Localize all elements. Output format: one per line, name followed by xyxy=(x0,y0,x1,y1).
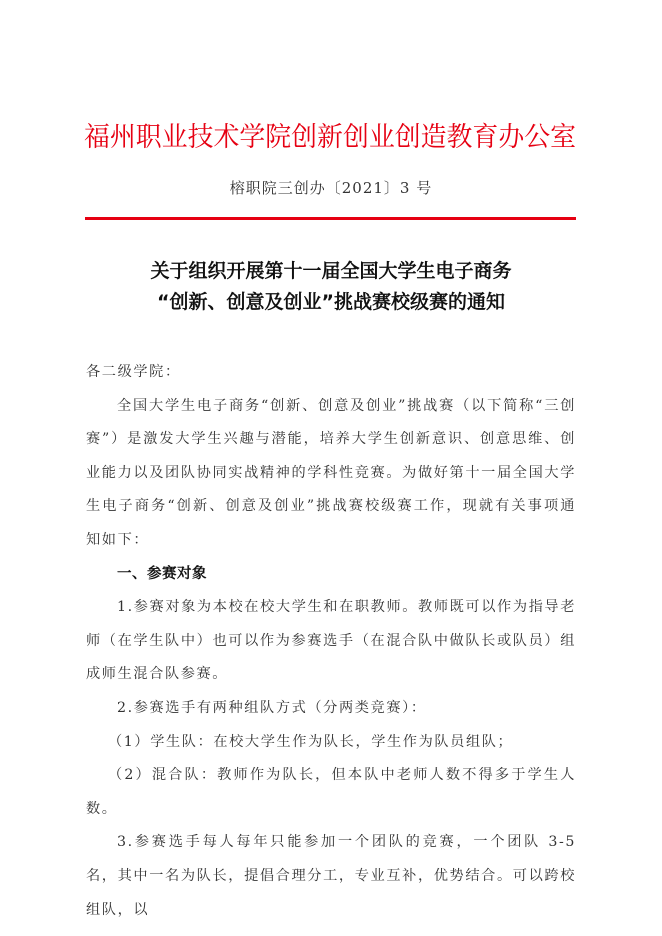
issuing-organization-title: 福州职业技术学院创新创业创造教育办公室 xyxy=(84,122,576,153)
participants-item-2-sub-2: （2）混合队：教师作为队长，但本队中老师人数不得多于学生人数。 xyxy=(86,767,576,817)
red-header-divider xyxy=(85,217,576,220)
notice-body xyxy=(86,356,576,927)
notice-title xyxy=(0,256,662,318)
document-number: 榕职院三创办〔2021〕3 号 xyxy=(229,179,433,197)
participants-item-2: 2.参赛选手有两种组队方式（分两类竞赛）： xyxy=(117,699,427,716)
participants-item-2-sub-1: （1）学生队：在校大学生作为队长，学生作为队员组队； xyxy=(108,733,514,750)
notice-title-line-2: “创新、创意及创业”挑战赛校级赛的通知 xyxy=(157,291,505,313)
notice-title-line-1: 关于组织开展第十一届全国大学生电子商务 xyxy=(150,260,512,282)
participants-item-1: 1.参赛对象为本校在校大学生和在职教师。教师既可以作为指导老师（在学生队中）也可以作为参赛选手（在混合队中做队长或队员）组成师生混合队参赛。 xyxy=(86,599,576,683)
salutation: 各二级学院： xyxy=(86,364,181,380)
intro-paragraph: 全国大学生电子商务“创新、创意及创业”挑战赛（以下简称“三创赛”）是激发大学生兴趣与潜能，培养大学生创新意识、创意思维、创业能力以及团队协同实战精神的学科性竞赛。为做好第十一届全国大学生电子商务“创新、创意及创业”挑战赛校级赛工作，现就有关事项通知如下： xyxy=(86,397,576,548)
participants-item-3: 3.参赛选手每人每年只能参加一个团队的竞赛，一个团队 3-5 名，其中一名为队长，提倡合理分工，专业互补，优势结合。可以跨校组队，以 xyxy=(86,834,576,918)
section-heading-participants: 一、参赛对象 xyxy=(117,565,207,582)
